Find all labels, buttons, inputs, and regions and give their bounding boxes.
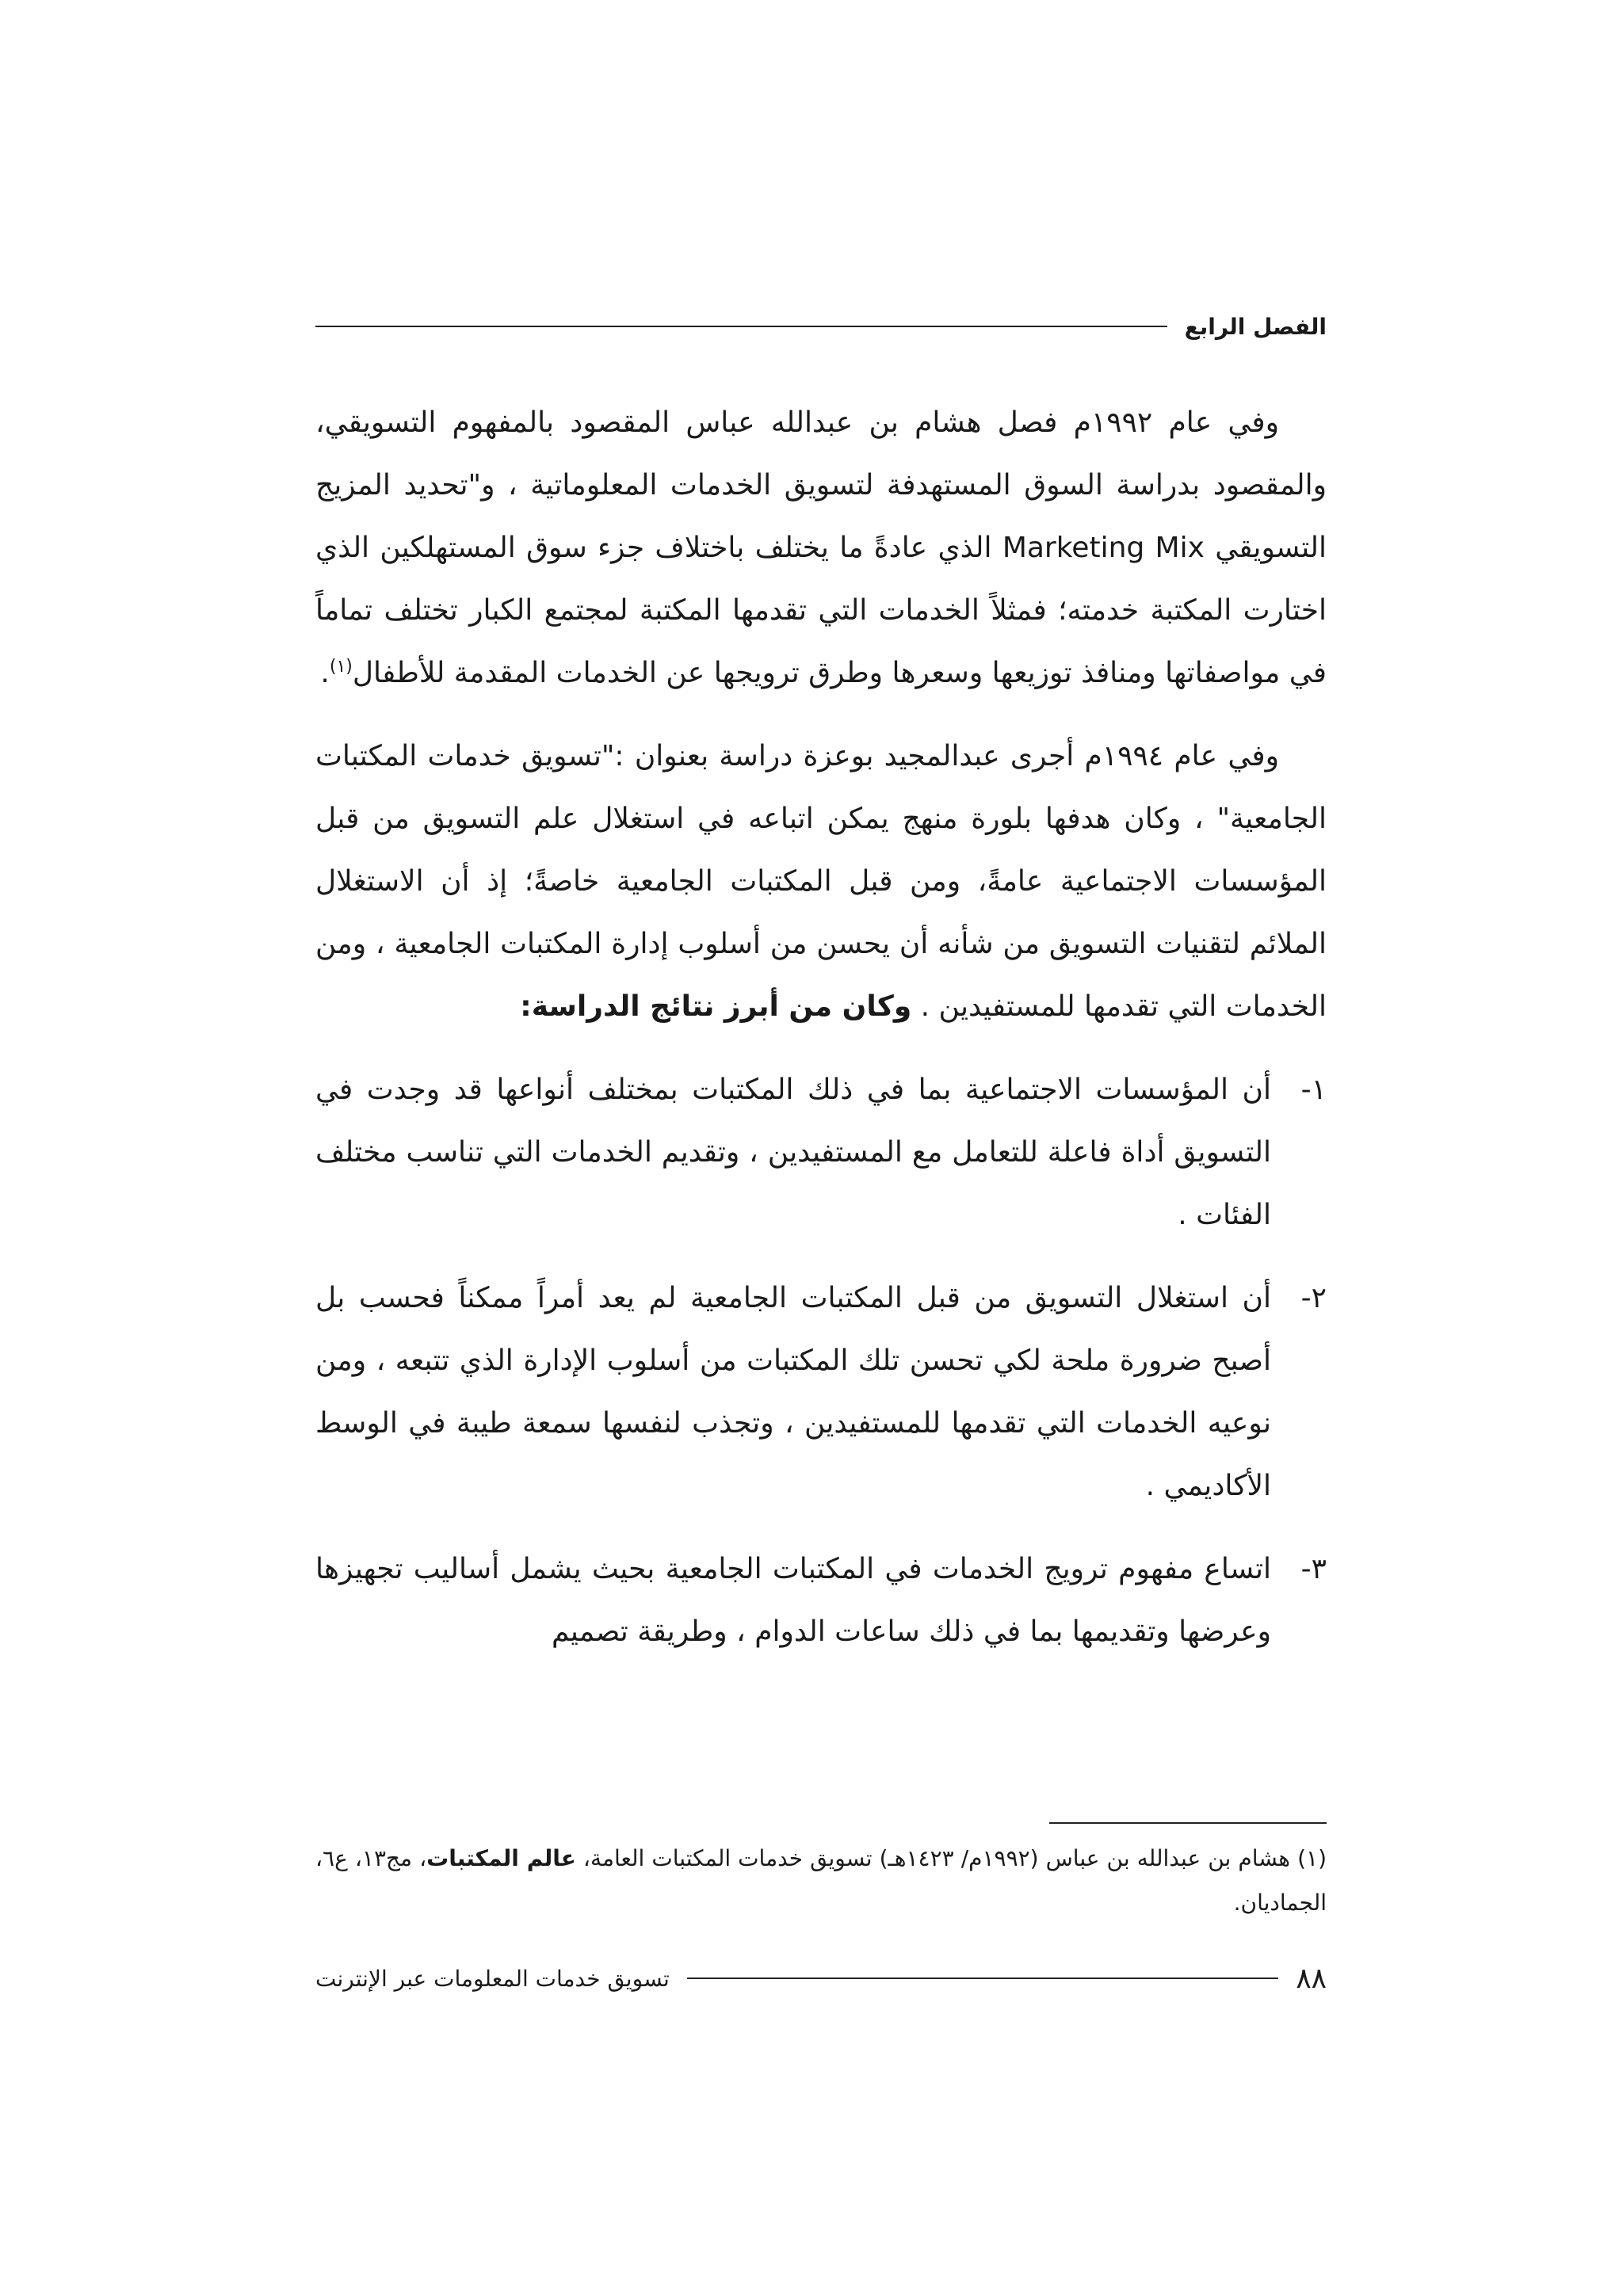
- list-item-number: ٢-: [1300, 1282, 1327, 1314]
- chapter-title: الفصل الرابع: [1184, 313, 1327, 340]
- footnote-text: هشام بن عبدالله بن عباس (١٩٩٢م/ ١٤٢٣هـ) تسويق خدمات المكتبات العامة،: [575, 1845, 1291, 1871]
- list-item: [315, 1267, 1327, 1517]
- footnote-rule: [1049, 1822, 1327, 1824]
- list-item-text: أن استغلال التسويق من قبل المكتبات الجامعية لم يعد أمراً ممكناً فحسب بل أصبح ضرورة ملحة لكي تحسن تلك المكتبات من أسلوب الإدارة الذي تتبعه ، ومن نوعيه الخدمات التي تقدمها للمستفيدين ، وتجذب لنفسها سمعة طيبة في الوسط الأكاديمي .: [315, 1282, 1271, 1502]
- running-footer: [315, 1958, 1327, 1998]
- list-item-number: ٣-: [1300, 1553, 1327, 1585]
- list-item-text: اتساع مفهوم ترويج الخدمات في المكتبات الجامعية بحيث يشمل أساليب تجهيزها وعرضها وتقديمها بما في ذلك ساعات الدوام ، وطريقة تصميم: [315, 1553, 1271, 1648]
- paragraph-2: [315, 725, 1327, 1038]
- footnote-reference[interactable]: (١): [329, 657, 353, 677]
- footnote: [315, 1836, 1327, 1925]
- running-header: [315, 311, 1327, 342]
- paragraph-2-text: وفي عام ١٩٩٤م أجرى عبدالمجيد بوعزة دراسة بعنوان :"تسويق خدمات المكتبات الجامعية" ، وكان هدفها بلورة منهج يمكن اتباعه في استغلال علم التسويق من قبل المؤسسات الاجتماعية عامةً، ومن قبل المكتبات الجامعية خاصةً؛ إذ أن الاستغلال الملائم لتقنيات التسويق من شأنه أن يحسن من أسلوب إدارة المكتبات الجامعية ، ومن الخدمات التي تقدمها للمستفيدين .: [315, 740, 1327, 1023]
- body-text: [315, 391, 1327, 1684]
- paragraph-2-bold: وكان من أبرز نتائج الدراسة:: [520, 990, 912, 1023]
- list-item-number: ١-: [1300, 1074, 1327, 1106]
- footer-rule: [687, 1978, 1278, 1979]
- list-item: [315, 1058, 1327, 1246]
- results-list: [315, 1058, 1327, 1663]
- footnote-marker: (١): [1297, 1845, 1327, 1871]
- footnote-journal: عالم المكتبات: [426, 1845, 576, 1871]
- header-rule: [315, 326, 1167, 327]
- paragraph-1-text: وفي عام ١٩٩٢م فصل هشام بن عبدالله عباس المقصود بالمفهوم التسويقي، والمقصود بدراسة السوق المستهدفة لتسويق الخدمات المعلوماتية ، و"تحديد المزيج التسويقي Marketing Mix الذي عادةً ما يختلف باختلاف جزء سوق المستهلكين الذي اختارت المكتبة خدمته؛ فمثلاً الخدمات التي تقدمها المكتبة لمجتمع الكبار تختلف تماماً في مواصفاتها ومنافذ توزيعها وسعرها وطرق ترويجها عن الخدمات المقدمة للأطفال: [315, 406, 1327, 689]
- paragraph-1: [315, 391, 1327, 704]
- list-item: [315, 1538, 1327, 1663]
- book-title: تسويق خدمات المعلومات عبر الإنترنت: [315, 1965, 670, 1992]
- footnote-details: ، مج١٣، ع٦، الجماديان.: [315, 1845, 1327, 1916]
- page-number: ٨٨: [1296, 1962, 1327, 1995]
- list-item-text: أن المؤسسات الاجتماعية بما في ذلك المكتبات بمختلف أنواعها قد وجدت في التسويق أداة فاعلة للتعامل مع المستفيدين ، وتقديم الخدمات التي تناسب مختلف الفئات .: [315, 1074, 1271, 1231]
- paragraph-1-end: .: [320, 657, 330, 689]
